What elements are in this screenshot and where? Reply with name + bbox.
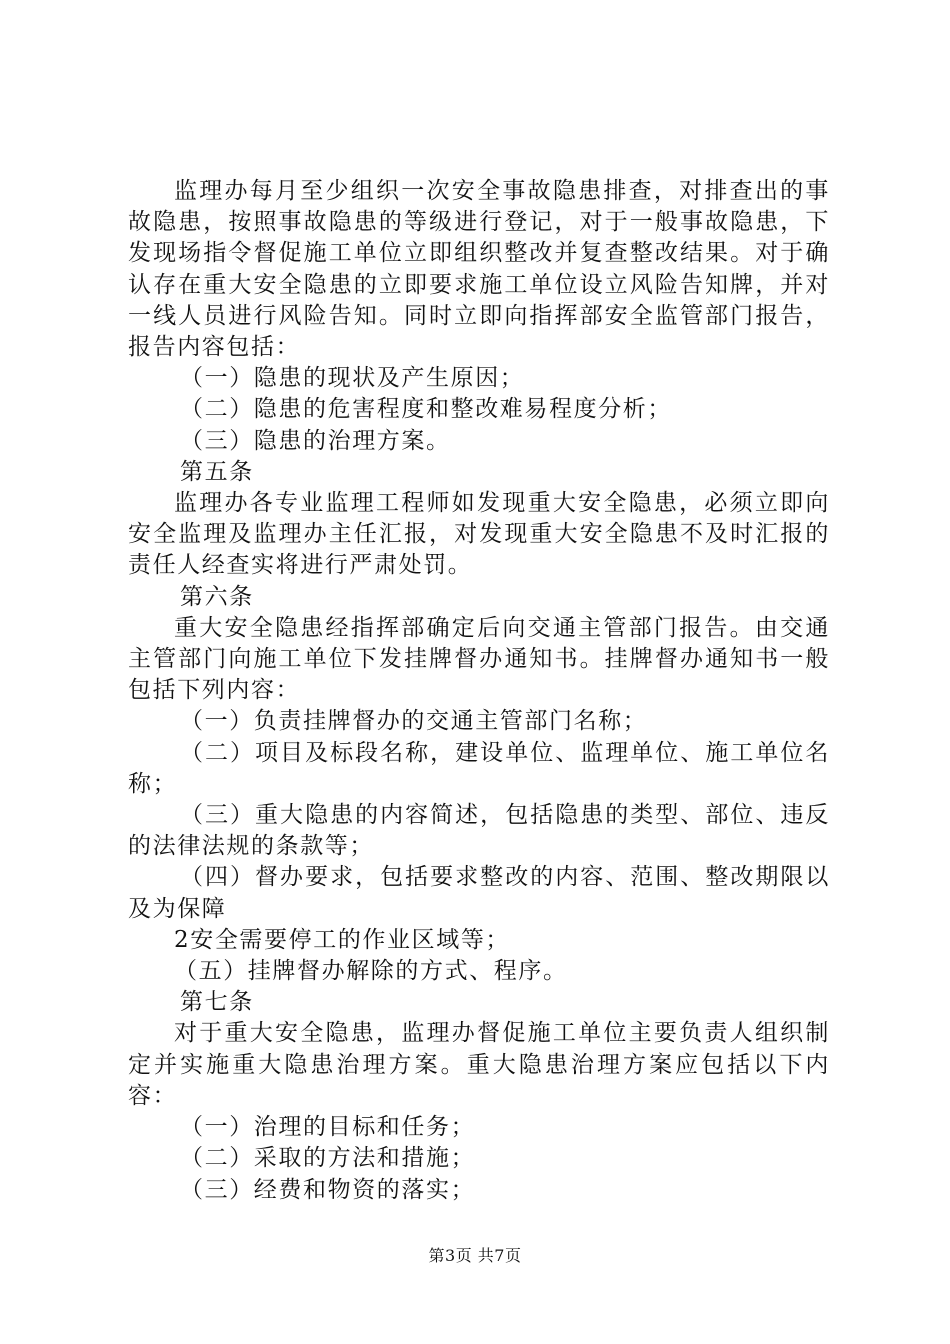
- list-item: （五）挂牌督办解除的方式、程序。: [174, 958, 568, 985]
- article-heading: 第七条: [180, 989, 254, 1016]
- body-paragraph: 监理办每月至少组织一次安全事故隐患排查，对排查出的事故隐患，按照事故隐患的等级进行登记，对于一般事故隐患，下发现场指令督促施工单位立即组织整改并复查整改结果。对于确认存在重大安全隐患的立即要求施工单位设立风险告知牌，并对一线人员进行风险告知。同时立即向指挥部安全监管部门报告，报告内容包括：: [128, 178, 830, 361]
- list-item: （三）重大隐患的内容简述，包括隐患的类型、部位、违反的法律法规的条款等；: [128, 802, 830, 860]
- list-item: （二）采取的方法和措施；: [180, 1145, 476, 1172]
- list-item: （一）隐患的现状及产生原因；: [180, 365, 525, 392]
- list-item: （三）隐患的治理方案。: [180, 427, 451, 454]
- list-item: （二）隐患的危害程度和整改难易程度分析；: [180, 396, 672, 423]
- list-item: （二）项目及标段名称，建设单位、监理单位、施工单位名称；: [128, 739, 830, 797]
- page-number-footer: 第3页 共7页: [428, 1246, 522, 1265]
- body-paragraph: 重大安全隐患经指挥部确定后向交通主管部门报告。由交通主管部门向施工单位下发挂牌督办通知书。挂牌督办通知书一般包括下列内容：: [128, 614, 830, 704]
- list-item: （四）督办要求，包括要求整改的内容、范围、整改期限以及为保障: [128, 864, 830, 922]
- document-body: [128, 176, 830, 1206]
- body-paragraph: 监理办各专业监理工程师如发现重大安全隐患，必须立即向安全监理及监理办主任汇报，对发现重大安全隐患不及时汇报的责任人经查实将进行严肃处罚。: [128, 490, 830, 579]
- list-item: （一）负责挂牌督办的交通主管部门名称；: [180, 708, 648, 735]
- article-heading: 第六条: [180, 583, 254, 610]
- list-item: （三）经费和物资的落实；: [180, 1176, 476, 1203]
- article-heading: 第五条: [180, 458, 254, 485]
- list-item-continuation: 2安全需要停工的作业区域等；: [174, 926, 511, 953]
- list-item: （一）治理的目标和任务；: [180, 1114, 476, 1141]
- body-paragraph: 对于重大安全隐患，监理办督促施工单位主要负责人组织制定并实施重大隐患治理方案。重大隐患治理方案应包括以下内容：: [128, 1020, 830, 1109]
